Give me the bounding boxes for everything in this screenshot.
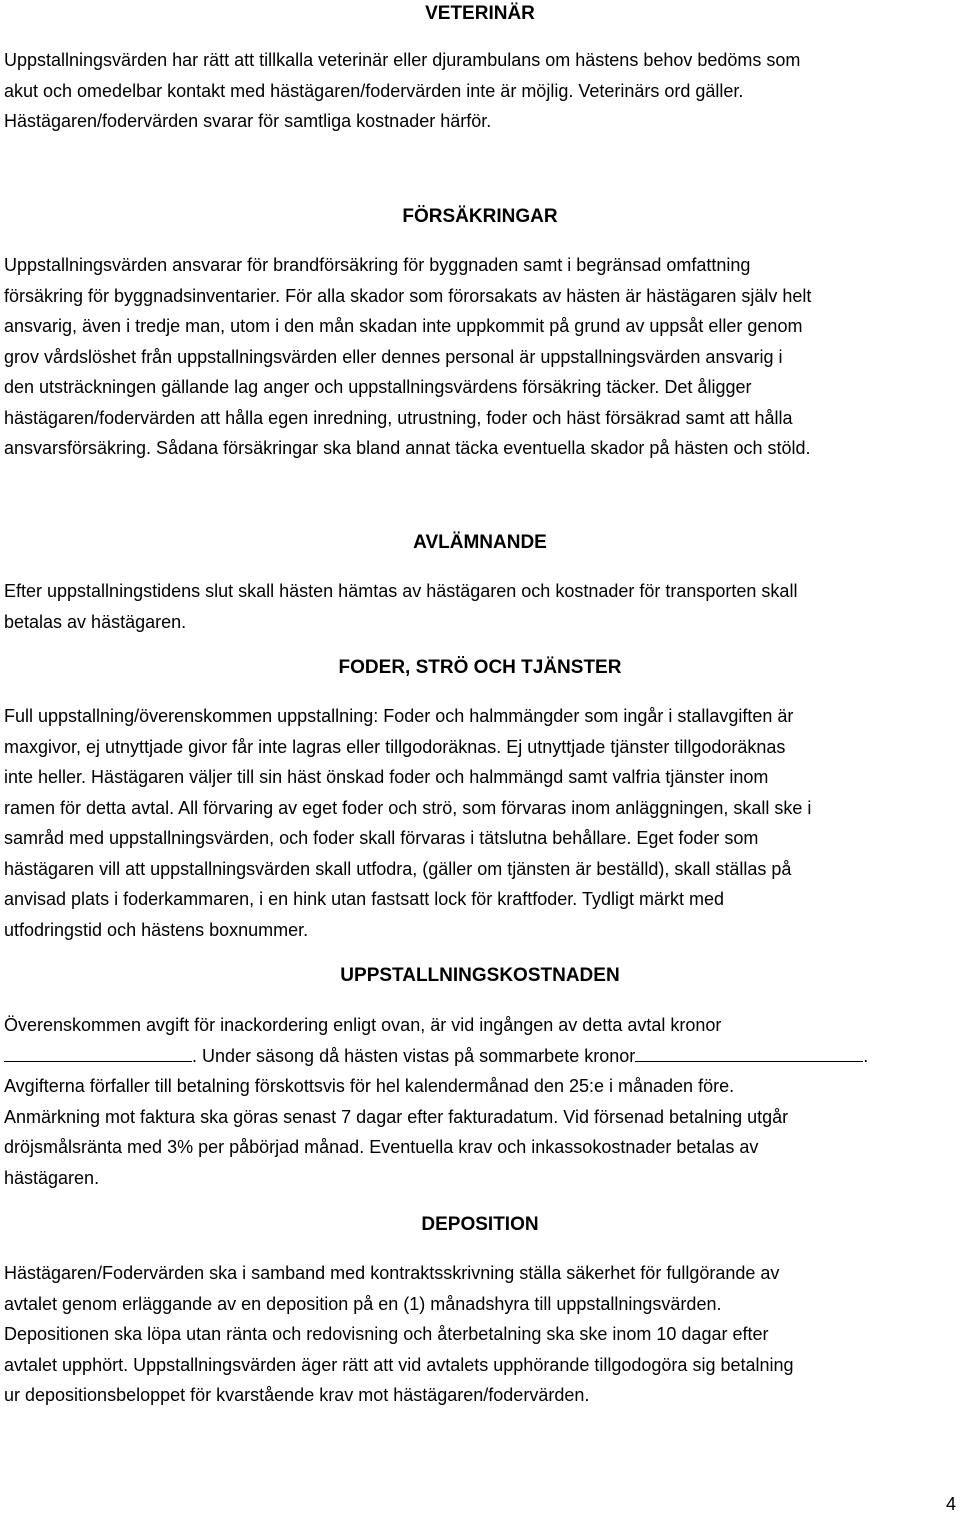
heading-avlamnande: AVLÄMNANDE xyxy=(413,532,547,553)
paragraph-kostnaden xyxy=(4,1010,956,1193)
text-line: utfodringstid och hästens boxnummer. xyxy=(4,919,309,940)
text-line: ur depositionsbeloppet för kvarstående krav mot hästägaren/fodervärden. xyxy=(4,1385,590,1405)
text-line: ansvarig, även i tredje man, utom i den mån skadan inte uppkommit på grund av uppsåt eller genom xyxy=(4,316,803,336)
text-fragment: . Under säsong då hästen vistas på sommarbete kronor xyxy=(192,1045,636,1066)
text-line: avtalet genom erläggande av en deposition på en (1) månadshyra till uppstallningsvärden. xyxy=(4,1293,722,1314)
text-line: Avgifterna förfaller till betalning förskottsvis för hel kalendermånad den 25:e i månaden före. xyxy=(4,1076,735,1096)
text-line: försäkring för byggnadsinventarier. För alla skador som förorsakats av hästen är hästägaren själv helt xyxy=(4,285,812,306)
text-line: Uppstallningsvärden ansvarar för brandförsäkring för byggnaden samt i begränsad omfattning xyxy=(4,255,751,275)
text-line: ansvarsförsäkring. Sådana försäkringar ska bland annat täcka eventuella skador på hästen och stöld. xyxy=(4,438,811,458)
paragraph-forsakringar xyxy=(4,250,956,464)
heading-forsakringar: FÖRSÄKRINGAR xyxy=(402,206,558,227)
text-line-with-blanks xyxy=(4,1041,956,1072)
text-line: Full uppstallning/överenskommen uppstallning: Foder och halmmängder som ingår i stallavgiften är xyxy=(4,706,794,726)
text-line: hästägaren. xyxy=(4,1167,100,1188)
text-line: dröjsmålsränta med 3% per påbörjad månad. Eventuella krav och inkassokostnader betalas av xyxy=(4,1137,759,1157)
text-line: Överenskommen avgift för inackordering enligt ovan, är vid ingången av detta avtal kronor xyxy=(4,1015,722,1035)
fee-blank-line[interactable] xyxy=(4,1043,192,1062)
text-line: hästägaren/fodervärden att hålla egen inredning, utrustning, foder och häst försäkrad samt att hålla xyxy=(4,407,793,428)
paragraph-foder xyxy=(4,701,956,945)
text-line: Anmärkning mot faktura ska göras senast 7 dagar efter fakturadatum. Vid försenad betalning utgår xyxy=(4,1106,789,1127)
text-line: Hästägaren/Fodervärden ska i samband med kontraktsskrivning ställa säkerhet för fullgörande av xyxy=(4,1263,780,1283)
text-line: den utsträckningen gällande lag anger och uppstallningsvärdens försäkring täcker. Det åligger xyxy=(4,377,752,397)
summer-fee-blank-line[interactable] xyxy=(635,1043,863,1062)
text-line: akut och omedelbar kontakt med hästägaren/fodervärden inte är möjlig. Veterinärs ord gäller. xyxy=(4,80,744,101)
paragraph-deposition xyxy=(4,1258,956,1411)
heading-deposition: DEPOSITION xyxy=(421,1214,539,1235)
heading-veterinar: VETERINÄR xyxy=(425,3,535,24)
text-line: anvisad plats i foderkammaren, i en hink utan fastsatt lock för kraftfoder. Tydligt märkt med xyxy=(4,889,724,909)
text-line: maxgivor, ej utnyttjade givor får inte lagras eller tillgodoräknas. Ej utnyttjade tjänster tillgodoräknas xyxy=(4,736,786,757)
page-number: 4 xyxy=(945,1494,956,1514)
text-line: avtalet upphört. Uppstallningsvärden äger rätt att vid avtalets upphörande tillgodogöra sig betalning xyxy=(4,1354,794,1375)
paragraph-avlamnande xyxy=(4,576,956,637)
text-line: Hästägaren/fodervärden svarar för samtliga kostnader härför. xyxy=(4,111,492,131)
text-line: Depositionen ska löpa utan ränta och redovisning och återbetalning ska ske inom 10 dagar efter xyxy=(4,1324,769,1344)
text-fragment: . xyxy=(863,1045,869,1066)
text-line: Uppstallningsvärden har rätt att tillkalla veterinär eller djurambulans om hästens behov bedöms som xyxy=(4,50,801,70)
text-line: Efter uppstallningstidens slut skall hästen hämtas av hästägaren och kostnader för transporten skall xyxy=(4,581,798,601)
text-line: inte heller. Hästägaren väljer till sin häst önskad foder och halmmängd samt valfria tjänster inom xyxy=(4,767,769,787)
heading-foder: FODER, STRÖ OCH TJÄNSTER xyxy=(338,657,622,678)
text-line: grov vårdslöshet från uppstallningsvärden eller dennes personal är uppstallningsvärden ansvarig i xyxy=(4,346,783,367)
heading-kostnaden: UPPSTALLNINGSKOSTNADEN xyxy=(340,965,620,986)
text-line: ramen för detta avtal. All förvaring av eget foder och strö, som förvaras inom anläggningen, skall ske i xyxy=(4,797,812,818)
paragraph-veterinar xyxy=(4,45,956,137)
text-line: samråd med uppstallningsvärden, och foder skall förvaras i tätslutna behållare. Eget foder som xyxy=(4,828,759,848)
text-line: hästägaren vill att uppstallningsvärden skall utfodra, (gäller om tjänsten är beställd), skall ställas på xyxy=(4,858,792,879)
text-line: betalas av hästägaren. xyxy=(4,611,187,632)
